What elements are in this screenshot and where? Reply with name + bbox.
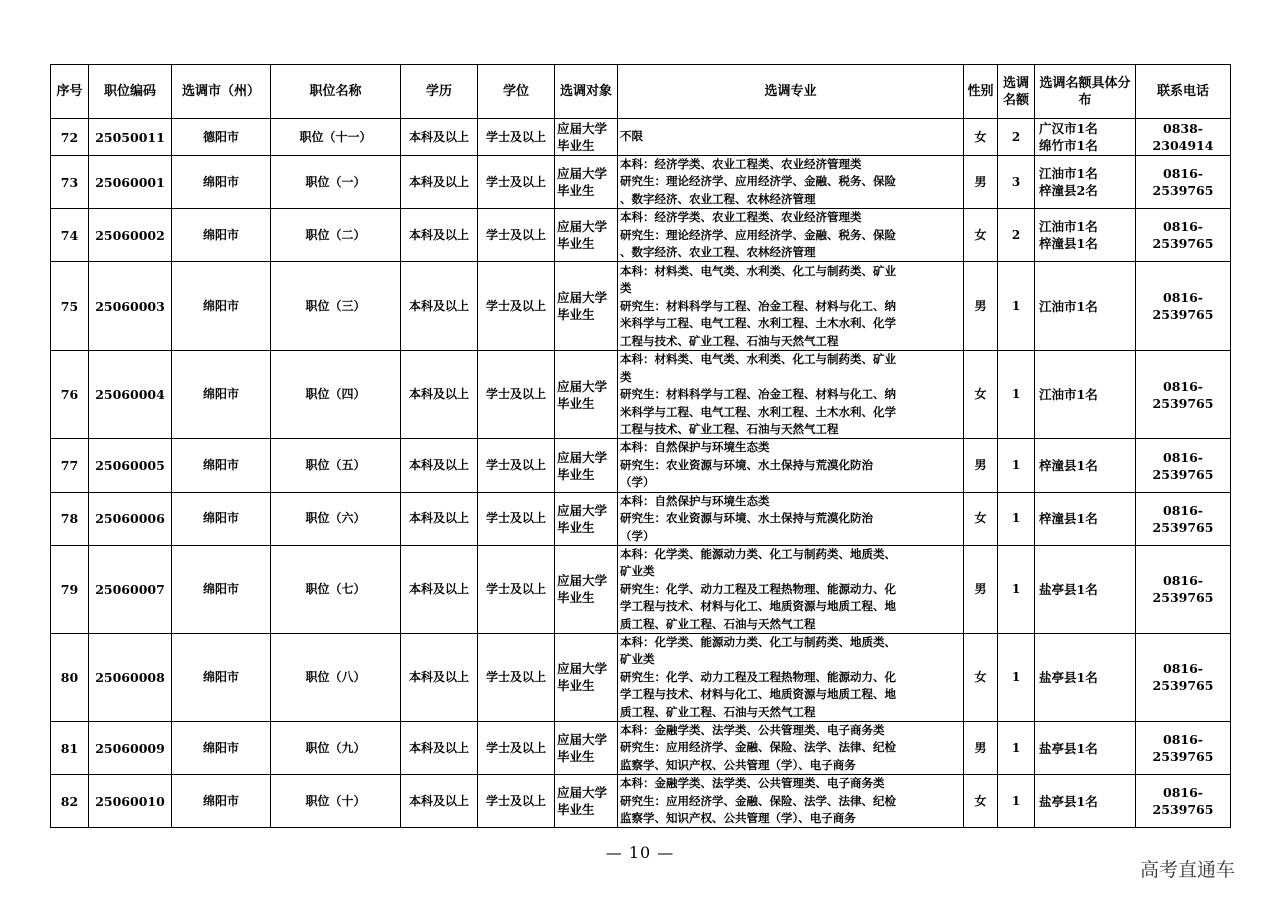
cell-edu: 本科及以上 bbox=[401, 721, 478, 774]
cell-degree: 学士及以上 bbox=[478, 156, 555, 209]
cell-quota: 1 bbox=[998, 492, 1035, 545]
cell-name: 职位（四） bbox=[271, 351, 401, 439]
cell-name: 职位（七） bbox=[271, 545, 401, 633]
cell-phone: 0816-2539765 bbox=[1136, 439, 1231, 492]
cell-city: 绵阳市 bbox=[172, 351, 271, 439]
cell-degree: 学士及以上 bbox=[478, 545, 555, 633]
cell-edu: 本科及以上 bbox=[401, 119, 478, 156]
cell-code: 25060005 bbox=[89, 439, 172, 492]
cell-dist: 江油市1名 bbox=[1035, 351, 1136, 439]
cell-target: 应届大学毕业生 bbox=[555, 209, 618, 262]
cell-seq: 81 bbox=[51, 721, 89, 774]
cell-edu: 本科及以上 bbox=[401, 492, 478, 545]
table-row bbox=[51, 633, 1231, 721]
cell-name: 职位（十一） bbox=[271, 119, 401, 156]
cell-target: 应届大学毕业生 bbox=[555, 545, 618, 633]
cell-degree: 学士及以上 bbox=[478, 721, 555, 774]
header-seq: 序号 bbox=[51, 65, 89, 119]
cell-seq: 78 bbox=[51, 492, 89, 545]
table-row bbox=[51, 351, 1231, 439]
cell-seq: 72 bbox=[51, 119, 89, 156]
cell-quota: 1 bbox=[998, 775, 1035, 828]
page-number: — 10 — bbox=[605, 843, 675, 862]
table-row bbox=[51, 721, 1231, 774]
cell-target: 应届大学毕业生 bbox=[555, 775, 618, 828]
cell-quota: 1 bbox=[998, 545, 1035, 633]
cell-name: 职位（五） bbox=[271, 439, 401, 492]
cell-city: 绵阳市 bbox=[172, 209, 271, 262]
cell-quota: 1 bbox=[998, 262, 1035, 351]
cell-name: 职位（三） bbox=[271, 262, 401, 351]
cell-target: 应届大学毕业生 bbox=[555, 492, 618, 545]
cell-seq: 82 bbox=[51, 775, 89, 828]
cell-name: 职位（九） bbox=[271, 721, 401, 774]
cell-code: 25060006 bbox=[89, 492, 172, 545]
cell-city: 德阳市 bbox=[172, 119, 271, 156]
cell-gender: 男 bbox=[964, 439, 998, 492]
cell-major: 本科：材料类、电气类、水利类、化工与制药类、矿业 类 研究生：材料科学与工程、冶金工程、材料与化工、纳 米科学与工程、电气工程、水利工程、土木水利、化学 工程与技术、矿业工程、石油与天然气工程 bbox=[618, 262, 964, 351]
cell-code: 25050011 bbox=[89, 119, 172, 156]
cell-degree: 学士及以上 bbox=[478, 351, 555, 439]
cell-city: 绵阳市 bbox=[172, 775, 271, 828]
cell-quota: 2 bbox=[998, 209, 1035, 262]
cell-gender: 女 bbox=[964, 775, 998, 828]
table-row bbox=[51, 119, 1231, 156]
cell-city: 绵阳市 bbox=[172, 633, 271, 721]
cell-city: 绵阳市 bbox=[172, 492, 271, 545]
cell-city: 绵阳市 bbox=[172, 721, 271, 774]
cell-gender: 女 bbox=[964, 351, 998, 439]
cell-name: 职位（二） bbox=[271, 209, 401, 262]
cell-gender: 男 bbox=[964, 156, 998, 209]
cell-phone: 0816-2539765 bbox=[1136, 721, 1231, 774]
cell-phone: 0816-2539765 bbox=[1136, 775, 1231, 828]
cell-seq: 77 bbox=[51, 439, 89, 492]
cell-seq: 74 bbox=[51, 209, 89, 262]
table-row bbox=[51, 156, 1231, 209]
cell-dist: 梓潼县1名 bbox=[1035, 492, 1136, 545]
cell-name: 职位（六） bbox=[271, 492, 401, 545]
table-row bbox=[51, 439, 1231, 492]
cell-degree: 学士及以上 bbox=[478, 262, 555, 351]
cell-phone: 0816-2539765 bbox=[1136, 633, 1231, 721]
cell-gender: 女 bbox=[964, 209, 998, 262]
table-body bbox=[51, 119, 1231, 828]
watermark-text: 高考直通车 bbox=[1140, 859, 1236, 881]
cell-code: 25060004 bbox=[89, 351, 172, 439]
cell-seq: 80 bbox=[51, 633, 89, 721]
header-name: 职位名称 bbox=[271, 65, 401, 119]
cell-city: 绵阳市 bbox=[172, 262, 271, 351]
cell-edu: 本科及以上 bbox=[401, 351, 478, 439]
cell-degree: 学士及以上 bbox=[478, 633, 555, 721]
cell-major: 本科：材料类、电气类、水利类、化工与制药类、矿业 类 研究生：材料科学与工程、冶金工程、材料与化工、纳 米科学与工程、电气工程、水利工程、土木水利、化学 工程与技术、矿业工程、石油与天然气工程 bbox=[618, 351, 964, 439]
cell-edu: 本科及以上 bbox=[401, 156, 478, 209]
cell-degree: 学士及以上 bbox=[478, 209, 555, 262]
cell-phone: 0838-2304914 bbox=[1136, 119, 1231, 156]
cell-major: 本科：经济学类、农业工程类、农业经济管理类 研究生：理论经济学、应用经济学、金融、税务、保险 、数字经济、农业工程、农林经济管理 bbox=[618, 156, 964, 209]
cell-code: 25060003 bbox=[89, 262, 172, 351]
cell-target: 应届大学毕业生 bbox=[555, 351, 618, 439]
header-gender: 性别 bbox=[964, 65, 998, 119]
cell-gender: 男 bbox=[964, 545, 998, 633]
cell-quota: 1 bbox=[998, 439, 1035, 492]
cell-gender: 女 bbox=[964, 633, 998, 721]
cell-degree: 学士及以上 bbox=[478, 492, 555, 545]
cell-phone: 0816-2539765 bbox=[1136, 545, 1231, 633]
cell-dist: 盐亭县1名 bbox=[1035, 545, 1136, 633]
header-row bbox=[51, 65, 1231, 119]
cell-name: 职位（一） bbox=[271, 156, 401, 209]
cell-major: 本科：经济学类、农业工程类、农业经济管理类 研究生：理论经济学、应用经济学、金融、税务、保险 、数字经济、农业工程、农林经济管理 bbox=[618, 209, 964, 262]
cell-code: 25060009 bbox=[89, 721, 172, 774]
cell-major: 本科：化学类、能源动力类、化工与制药类、地质类、 矿业类 研究生：化学、动力工程及工程热物理、能源动力、化 学工程与技术、材料与化工、地质资源与地质工程、地 质工程、矿业工程、石油与天然气工程 bbox=[618, 545, 964, 633]
cell-degree: 学士及以上 bbox=[478, 439, 555, 492]
cell-seq: 79 bbox=[51, 545, 89, 633]
cell-edu: 本科及以上 bbox=[401, 545, 478, 633]
cell-target: 应届大学毕业生 bbox=[555, 439, 618, 492]
header-city: 选调市（州） bbox=[172, 65, 271, 119]
table-row bbox=[51, 262, 1231, 351]
cell-gender: 女 bbox=[964, 492, 998, 545]
header-dist: 选调名额具体分布 bbox=[1035, 65, 1136, 119]
cell-code: 25060007 bbox=[89, 545, 172, 633]
cell-dist: 盐亭县1名 bbox=[1035, 633, 1136, 721]
header-code: 职位编码 bbox=[89, 65, 172, 119]
cell-edu: 本科及以上 bbox=[401, 439, 478, 492]
cell-major: 本科：化学类、能源动力类、化工与制药类、地质类、 矿业类 研究生：化学、动力工程及工程热物理、能源动力、化 学工程与技术、材料与化工、地质资源与地质工程、地 质工程、矿业工程、石油与天然气工程 bbox=[618, 633, 964, 721]
cell-phone: 0816-2539765 bbox=[1136, 156, 1231, 209]
cell-major: 本科：自然保护与环境生态类 研究生：农业资源与环境、水土保持与荒漠化防治 （学） bbox=[618, 492, 964, 545]
table-row bbox=[51, 209, 1231, 262]
cell-dist: 江油市1名 梓潼县2名 bbox=[1035, 156, 1136, 209]
table-row bbox=[51, 492, 1231, 545]
cell-edu: 本科及以上 bbox=[401, 775, 478, 828]
cell-dist: 盐亭县1名 bbox=[1035, 721, 1136, 774]
cell-phone: 0816-2539765 bbox=[1136, 209, 1231, 262]
cell-edu: 本科及以上 bbox=[401, 262, 478, 351]
cell-quota: 1 bbox=[998, 633, 1035, 721]
cell-dist: 江油市1名 梓潼县1名 bbox=[1035, 209, 1136, 262]
cell-city: 绵阳市 bbox=[172, 156, 271, 209]
cell-edu: 本科及以上 bbox=[401, 633, 478, 721]
table-row bbox=[51, 545, 1231, 633]
cell-gender: 女 bbox=[964, 119, 998, 156]
cell-major: 本科：自然保护与环境生态类 研究生：农业资源与环境、水土保持与荒漠化防治 （学） bbox=[618, 439, 964, 492]
cell-seq: 76 bbox=[51, 351, 89, 439]
cell-gender: 男 bbox=[964, 721, 998, 774]
cell-target: 应届大学毕业生 bbox=[555, 633, 618, 721]
header-target: 选调对象 bbox=[555, 65, 618, 119]
header-quota: 选调名额 bbox=[998, 65, 1035, 119]
cell-city: 绵阳市 bbox=[172, 439, 271, 492]
cell-city: 绵阳市 bbox=[172, 545, 271, 633]
cell-degree: 学士及以上 bbox=[478, 775, 555, 828]
cell-major: 不限 bbox=[618, 119, 964, 156]
header-major: 选调专业 bbox=[618, 65, 964, 119]
cell-dist: 江油市1名 bbox=[1035, 262, 1136, 351]
cell-quota: 3 bbox=[998, 156, 1035, 209]
cell-code: 25060002 bbox=[89, 209, 172, 262]
cell-seq: 73 bbox=[51, 156, 89, 209]
cell-phone: 0816-2539765 bbox=[1136, 492, 1231, 545]
cell-degree: 学士及以上 bbox=[478, 119, 555, 156]
cell-seq: 75 bbox=[51, 262, 89, 351]
cell-target: 应届大学毕业生 bbox=[555, 119, 618, 156]
cell-quota: 2 bbox=[998, 119, 1035, 156]
cell-code: 25060008 bbox=[89, 633, 172, 721]
cell-target: 应届大学毕业生 bbox=[555, 721, 618, 774]
cell-major: 本科：金融学类、法学类、公共管理类、电子商务类 研究生：应用经济学、金融、保险、法学、法律、纪检 监察学、知识产权、公共管理（学）、电子商务 bbox=[618, 775, 964, 828]
cell-target: 应届大学毕业生 bbox=[555, 156, 618, 209]
recruitment-table bbox=[50, 64, 1231, 828]
cell-name: 职位（十） bbox=[271, 775, 401, 828]
cell-code: 25060010 bbox=[89, 775, 172, 828]
cell-major: 本科：金融学类、法学类、公共管理类、电子商务类 研究生：应用经济学、金融、保险、法学、法律、纪检 监察学、知识产权、公共管理（学）、电子商务 bbox=[618, 721, 964, 774]
cell-code: 25060001 bbox=[89, 156, 172, 209]
cell-dist: 梓潼县1名 bbox=[1035, 439, 1136, 492]
cell-edu: 本科及以上 bbox=[401, 209, 478, 262]
cell-quota: 1 bbox=[998, 351, 1035, 439]
cell-name: 职位（八） bbox=[271, 633, 401, 721]
table-row bbox=[51, 775, 1231, 828]
cell-phone: 0816-2539765 bbox=[1136, 262, 1231, 351]
header-phone: 联系电话 bbox=[1136, 65, 1231, 119]
header-degree: 学位 bbox=[478, 65, 555, 119]
cell-phone: 0816-2539765 bbox=[1136, 351, 1231, 439]
cell-gender: 男 bbox=[964, 262, 998, 351]
cell-target: 应届大学毕业生 bbox=[555, 262, 618, 351]
cell-dist: 盐亭县1名 bbox=[1035, 775, 1136, 828]
cell-quota: 1 bbox=[998, 721, 1035, 774]
cell-dist: 广汉市1名 绵竹市1名 bbox=[1035, 119, 1136, 156]
header-edu: 学历 bbox=[401, 65, 478, 119]
